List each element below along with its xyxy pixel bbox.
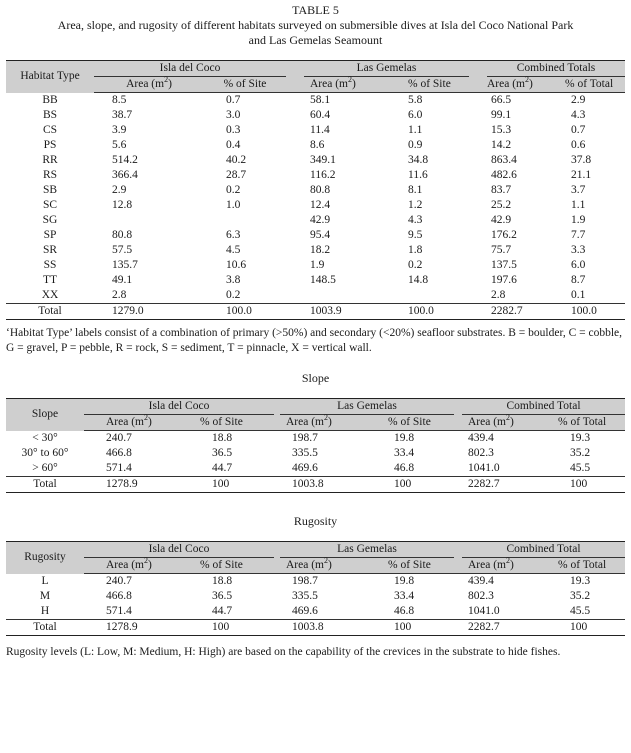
gemelas-area-cell: 8.6	[310, 139, 325, 151]
rugosity-table	[6, 541, 625, 636]
isla-percent-cell: 3.0	[226, 109, 241, 121]
gemelas-percent-cell: 19.8	[394, 432, 415, 444]
combined-percent-cell: 3.7	[571, 184, 586, 196]
combined-area-cell: 25.2	[491, 199, 512, 211]
gap-cell	[286, 108, 304, 123]
combined-area-cell: 176.2	[491, 229, 517, 241]
total-percent-header: % of Total	[554, 415, 625, 431]
gemelas-percent-cell: 0.9	[408, 139, 423, 151]
isla-percent-cell: 0.4	[226, 139, 241, 151]
rugosity-title: Rugosity	[293, 514, 338, 528]
gap-cell	[286, 258, 304, 273]
combined-percent-cell: 35.2	[570, 590, 591, 602]
rugosity-label-cell: L	[41, 574, 49, 587]
isla-area-cell: 240.7	[106, 575, 132, 587]
combined-area-cell: 75.7	[491, 244, 512, 256]
isla-percent-cell: 100	[192, 620, 274, 636]
combined-area-cell: 2282.7	[462, 477, 554, 493]
combined-percent-cell: 1.1	[571, 199, 586, 211]
rugosity-footnote: Rugosity levels (L: Low, M: Medium, H: High) are based on the capability of the crevices in the substrate to hide fishes.	[6, 646, 561, 658]
group-gap	[469, 61, 487, 77]
combined-percent-cell: 21.1	[571, 169, 592, 181]
isla-area-cell: 49.1	[112, 274, 133, 286]
isla-area-cell: 2.9	[112, 184, 127, 196]
isla-percent-cell: 36.5	[212, 590, 233, 602]
gemelas-percent-cell: 46.8	[394, 462, 415, 474]
isla-area-cell: 466.8	[106, 590, 132, 602]
table-row	[6, 574, 625, 590]
group-header-isla-del-coco: Isla del Coco	[94, 61, 286, 77]
gemelas-area-cell: 95.4	[310, 229, 331, 241]
table-row	[6, 243, 625, 258]
squared-superscript: 2	[348, 75, 352, 85]
combined-area-cell: 42.9	[491, 214, 512, 226]
gemelas-area-cell: 349.1	[310, 154, 336, 166]
isla-percent-cell	[204, 213, 286, 228]
gap-cell	[469, 304, 487, 320]
gap-cell	[469, 243, 487, 258]
combined-percent-cell: 100	[554, 620, 625, 636]
gap-cell	[286, 213, 304, 228]
isla-area-cell: 1278.9	[84, 477, 192, 493]
site-percent-header: % of Site	[396, 77, 469, 93]
squared-superscript: 2	[506, 413, 510, 423]
gemelas-area-cell	[304, 288, 396, 304]
combined-percent-cell: 0.6	[571, 139, 586, 151]
table-row	[6, 198, 625, 213]
habitat-type-cell: SP	[43, 229, 57, 241]
isla-area-cell	[94, 213, 204, 228]
gap-cell	[469, 213, 487, 228]
combined-area-cell: 439.4	[468, 575, 494, 587]
gap-cell	[454, 477, 462, 493]
gap-cell	[454, 431, 462, 447]
total-percent-header: % of Total	[554, 558, 625, 574]
combined-percent-cell: 2.9	[571, 94, 586, 106]
total-row	[6, 620, 625, 636]
habitat-type-cell: SS	[43, 259, 57, 271]
isla-area-cell: 5.6	[112, 139, 127, 151]
combined-percent-cell: 37.8	[571, 154, 592, 166]
gemelas-percent-cell: 1.1	[408, 124, 423, 136]
gemelas-percent-cell: 8.1	[408, 184, 423, 196]
gap-cell	[454, 620, 462, 636]
isla-area-cell: 8.5	[112, 94, 127, 106]
isla-area-cell: 1279.0	[94, 304, 204, 320]
combined-percent-cell: 100	[554, 477, 625, 493]
area-header: Area $(m^2)$	[280, 558, 374, 574]
isla-percent-cell: 28.7	[226, 169, 247, 181]
habitat-type-cell: SB	[42, 184, 58, 196]
group-gap	[454, 415, 462, 431]
slope-label-cell: 30° to 60°	[21, 447, 69, 459]
gemelas-percent-cell: 14.8	[408, 274, 429, 286]
isla-percent-cell: 44.7	[212, 605, 233, 617]
slope-table	[6, 398, 625, 493]
gemelas-percent-cell: 4.3	[408, 214, 423, 226]
habitat-type-cell: Total	[6, 304, 94, 320]
gemelas-percent-cell: 34.8	[408, 154, 429, 166]
isla-percent-cell: 100.0	[204, 304, 286, 320]
gap-cell	[454, 589, 462, 604]
gap-cell	[469, 108, 487, 123]
table-row	[6, 589, 625, 604]
isla-percent-cell: 6.3	[226, 229, 241, 241]
isla-percent-cell: 44.7	[212, 462, 233, 474]
gap-cell	[286, 93, 304, 109]
group-gap	[454, 542, 462, 558]
combined-area-cell: 66.5	[491, 94, 512, 106]
combined-percent-cell: 100.0	[561, 304, 625, 320]
gap-cell	[286, 138, 304, 153]
table-row	[6, 123, 625, 138]
isla-percent-cell: 3.8	[226, 274, 241, 286]
habitat-type-cell: RR	[42, 154, 58, 166]
isla-percent-cell: 18.8	[212, 575, 233, 587]
isla-area-cell: 366.4	[112, 169, 138, 181]
combined-percent-cell: 19.3	[570, 575, 591, 587]
group-header-las-gemelas: Las Gemelas	[280, 399, 454, 415]
gemelas-area-cell: 18.2	[310, 244, 331, 256]
isla-percent-cell: 1.0	[226, 199, 241, 211]
gap-cell	[286, 243, 304, 258]
combined-area-cell: 83.7	[491, 184, 512, 196]
combined-percent-cell: 4.3	[571, 109, 586, 121]
isla-area-cell: 12.8	[112, 199, 133, 211]
squared-superscript: 2	[144, 556, 148, 566]
table-row	[6, 213, 625, 228]
habitat-footnote: ‘Habitat Type’ labels consist of a combination of primary (>50%) and secondary (<20%) seafloor substrates. B = boulder, C = cobble, G = gravel, P = pebble, R = rock, S = sediment, T = pinnacle, X = vertical wall.	[6, 327, 623, 354]
area-header: Area $(m^2)$	[84, 415, 192, 431]
group-header-combined-total: Combined Total	[462, 542, 625, 558]
table-row	[6, 288, 625, 304]
gemelas-percent-cell: 6.0	[408, 109, 423, 121]
area-header: Area $(m^2)$	[487, 77, 561, 93]
habitat-table	[6, 60, 625, 320]
gemelas-area-cell: 1003.9	[304, 304, 396, 320]
total-row	[6, 477, 625, 493]
isla-percent-cell: 4.5	[226, 244, 241, 256]
gemelas-area-cell: 335.5	[292, 590, 318, 602]
group-gap	[286, 77, 304, 93]
isla-percent-cell: 100	[192, 477, 274, 493]
gap-cell	[454, 574, 462, 590]
squared-superscript: 2	[506, 556, 510, 566]
gemelas-area-cell: 11.4	[310, 124, 330, 136]
gap-cell	[469, 168, 487, 183]
combined-percent-cell: 45.5	[570, 605, 591, 617]
table-row	[6, 183, 625, 198]
gemelas-area-cell: 469.6	[292, 462, 318, 474]
document-page	[6, 0, 625, 660]
gemelas-area-cell: 1003.8	[280, 620, 374, 636]
slope-row-header: Slope	[6, 399, 84, 431]
gemelas-area-cell: 60.4	[310, 109, 331, 121]
gemelas-percent-cell: 100	[374, 477, 454, 493]
caption-line-2: and Las Gemelas Seamount	[248, 33, 383, 47]
group-header-combined-totals: Combined Totals	[487, 61, 625, 77]
combined-percent-cell: 6.0	[571, 259, 586, 271]
combined-area-cell: 14.2	[491, 139, 512, 151]
gap-cell	[286, 183, 304, 198]
squared-superscript: 2	[324, 556, 328, 566]
combined-percent-cell: 0.7	[571, 124, 586, 136]
isla-area-cell: 3.9	[112, 124, 127, 136]
group-gap	[469, 77, 487, 93]
gap-cell	[454, 461, 462, 477]
table-row	[6, 273, 625, 288]
gap-cell	[469, 258, 487, 273]
combined-area-cell: 439.4	[468, 432, 494, 444]
gap-cell	[286, 228, 304, 243]
gap-cell	[469, 153, 487, 168]
site-percent-header: % of Site	[204, 77, 286, 93]
gap-cell	[286, 123, 304, 138]
isla-percent-cell: 0.2	[226, 289, 241, 301]
group-header-combined-total: Combined Total	[462, 399, 625, 415]
site-percent-header: % of Site	[192, 558, 274, 574]
table-caption	[6, 3, 625, 48]
isla-percent-cell: 36.5	[212, 447, 233, 459]
site-percent-header: % of Site	[192, 415, 274, 431]
gap-cell	[469, 198, 487, 213]
caption-line-1: Area, slope, and rugosity of different habitats surveyed on submersible dives at Isla del Coco National Park	[57, 18, 574, 32]
combined-area-cell: 2.8	[491, 289, 506, 301]
combined-percent-cell: 35.2	[570, 447, 591, 459]
area-header: Area $(m^2)$	[94, 77, 204, 93]
gap-cell	[469, 228, 487, 243]
table-row	[6, 604, 625, 620]
gemelas-percent-cell: 0.2	[408, 259, 423, 271]
table-row	[6, 228, 625, 243]
group-header-las-gemelas: Las Gemelas	[304, 61, 469, 77]
gap-cell	[286, 273, 304, 288]
isla-area-cell: 514.2	[112, 154, 138, 166]
group-gap	[286, 61, 304, 77]
gemelas-area-cell: 198.7	[292, 575, 318, 587]
squared-superscript: 2	[164, 75, 169, 85]
table-row	[6, 258, 625, 273]
gap-cell	[286, 198, 304, 213]
rugosity-label-cell: H	[40, 605, 50, 617]
combined-area-cell: 2282.7	[462, 620, 554, 636]
gap-cell	[286, 153, 304, 168]
table-row	[6, 431, 625, 447]
combined-area-cell: 99.1	[491, 109, 512, 121]
rugosity-label-cell: M	[39, 590, 51, 602]
site-percent-header: % of Site	[374, 558, 454, 574]
squared-superscript: 2	[525, 75, 529, 85]
squared-superscript: 2	[324, 413, 328, 423]
gemelas-percent-cell: 1.2	[408, 199, 423, 211]
combined-area-cell: 482.6	[491, 169, 517, 181]
group-header-isla-del-coco: Isla del Coco	[84, 542, 274, 558]
combined-area-cell: 1041.0	[468, 462, 500, 474]
gap-cell	[286, 304, 304, 320]
combined-area-cell: 137.5	[491, 259, 517, 271]
slope-title: Slope	[301, 371, 330, 385]
combined-area-cell: 15.3	[491, 124, 512, 136]
gap-cell	[454, 446, 462, 461]
combined-percent-cell: 19.3	[570, 432, 591, 444]
table-row	[6, 446, 625, 461]
table-row	[6, 461, 625, 477]
combined-area-cell: 1041.0	[468, 605, 500, 617]
isla-area-cell: 2.8	[112, 289, 127, 301]
habitat-type-cell: BB	[42, 93, 58, 106]
rugosity-row-header: Rugosity	[6, 542, 84, 574]
gemelas-percent-cell	[396, 288, 469, 304]
isla-percent-cell: 40.2	[226, 154, 247, 166]
total-row	[6, 304, 625, 320]
gemelas-area-cell: 198.7	[292, 432, 318, 444]
gap-cell	[469, 273, 487, 288]
gemelas-area-cell: 58.1	[310, 94, 331, 106]
gemelas-percent-cell: 19.8	[394, 575, 415, 587]
site-percent-header: % of Site	[374, 415, 454, 431]
gemelas-area-cell: 148.5	[310, 274, 336, 286]
area-header: Area $(m^2)$	[462, 558, 554, 574]
isla-percent-cell: 18.8	[212, 432, 233, 444]
combined-area-cell: 197.6	[491, 274, 517, 286]
gap-cell	[469, 138, 487, 153]
isla-area-cell: 571.4	[106, 605, 132, 617]
gap-cell	[469, 93, 487, 109]
gap-cell	[469, 123, 487, 138]
combined-percent-cell: 3.3	[571, 244, 586, 256]
table-row	[6, 93, 625, 109]
gemelas-area-cell: 42.9	[310, 214, 331, 226]
isla-percent-cell: 0.2	[226, 184, 241, 196]
area-header: Area $(m^2)$	[84, 558, 192, 574]
combined-area-cell: 802.3	[468, 590, 494, 602]
isla-area-cell: 466.8	[106, 447, 132, 459]
gemelas-percent-cell: 46.8	[394, 605, 415, 617]
gemelas-percent-cell: 9.5	[408, 229, 423, 241]
habitat-type-cell: BS	[42, 109, 58, 121]
slope-label-cell: > 60°	[32, 462, 58, 474]
isla-area-cell: 80.8	[112, 229, 133, 241]
habitat-type-cell: CS	[42, 124, 58, 136]
table-row	[6, 168, 625, 183]
combined-area-cell: 802.3	[468, 447, 494, 459]
combined-percent-cell: 7.7	[571, 229, 586, 241]
combined-percent-cell: 8.7	[571, 274, 586, 286]
gap-cell	[469, 288, 487, 304]
squared-superscript: 2	[144, 413, 148, 423]
isla-area-cell: 240.7	[106, 432, 132, 444]
group-header-las-gemelas: Las Gemelas	[280, 542, 454, 558]
area-header: Area $(m^2)$	[304, 77, 396, 93]
gemelas-percent-cell: 33.4	[394, 447, 415, 459]
total-percent-header: % of Total	[561, 77, 625, 93]
table-row	[6, 108, 625, 123]
rugosity-label-cell: Total	[6, 620, 84, 636]
table-number: TABLE 5	[292, 3, 339, 17]
habitat-type-cell: SC	[42, 199, 58, 211]
habitat-type-cell: SG	[42, 214, 58, 226]
gemelas-area-cell: 12.4	[310, 199, 331, 211]
habitat-type-header: Habitat Type	[6, 61, 94, 93]
gemelas-area-cell: 80.8	[310, 184, 331, 196]
group-gap	[454, 399, 462, 415]
habitat-type-cell: RS	[42, 169, 58, 181]
combined-area-cell: 863.4	[491, 154, 517, 166]
slope-label-cell: Total	[6, 477, 84, 493]
habitat-type-cell: XX	[41, 289, 59, 301]
gemelas-area-cell: 469.6	[292, 605, 318, 617]
gap-cell	[454, 604, 462, 620]
isla-percent-cell: 0.7	[226, 94, 241, 106]
combined-percent-cell: 0.1	[571, 289, 586, 301]
combined-percent-cell: 1.9	[571, 214, 586, 226]
group-gap	[454, 558, 462, 574]
gemelas-area-cell: 335.5	[292, 447, 318, 459]
isla-area-cell: 135.7	[112, 259, 138, 271]
isla-area-cell: 38.7	[112, 109, 133, 121]
gemelas-percent-cell: 11.6	[408, 169, 428, 181]
gap-cell	[286, 288, 304, 304]
isla-area-cell: 1278.9	[84, 620, 192, 636]
habitat-type-cell: PS	[43, 139, 57, 151]
table-row	[6, 153, 625, 168]
habitat-type-cell: TT	[42, 274, 58, 286]
area-header: Area $(m^2)$	[462, 415, 554, 431]
habitat-type-cell: SR	[42, 244, 58, 256]
group-header-isla-del-coco: Isla del Coco	[84, 399, 274, 415]
area-header: Area $(m^2)$	[280, 415, 374, 431]
gap-cell	[469, 183, 487, 198]
slope-label-cell: < 30°	[32, 431, 58, 444]
gemelas-percent-cell: 100.0	[396, 304, 469, 320]
gemelas-percent-cell: 1.8	[408, 244, 423, 256]
isla-percent-cell: 0.3	[226, 124, 241, 136]
gemelas-area-cell: 1003.8	[280, 477, 374, 493]
gemelas-percent-cell: 33.4	[394, 590, 415, 602]
combined-percent-cell: 45.5	[570, 462, 591, 474]
gemelas-percent-cell: 5.8	[408, 94, 423, 106]
combined-area-cell: 2282.7	[487, 304, 561, 320]
gemelas-percent-cell: 100	[374, 620, 454, 636]
gemelas-area-cell: 1.9	[310, 259, 325, 271]
isla-area-cell: 57.5	[112, 244, 133, 256]
table-row	[6, 138, 625, 153]
gemelas-area-cell: 116.2	[310, 169, 336, 181]
isla-percent-cell: 10.6	[226, 259, 247, 271]
gap-cell	[286, 168, 304, 183]
isla-area-cell: 571.4	[106, 462, 132, 474]
